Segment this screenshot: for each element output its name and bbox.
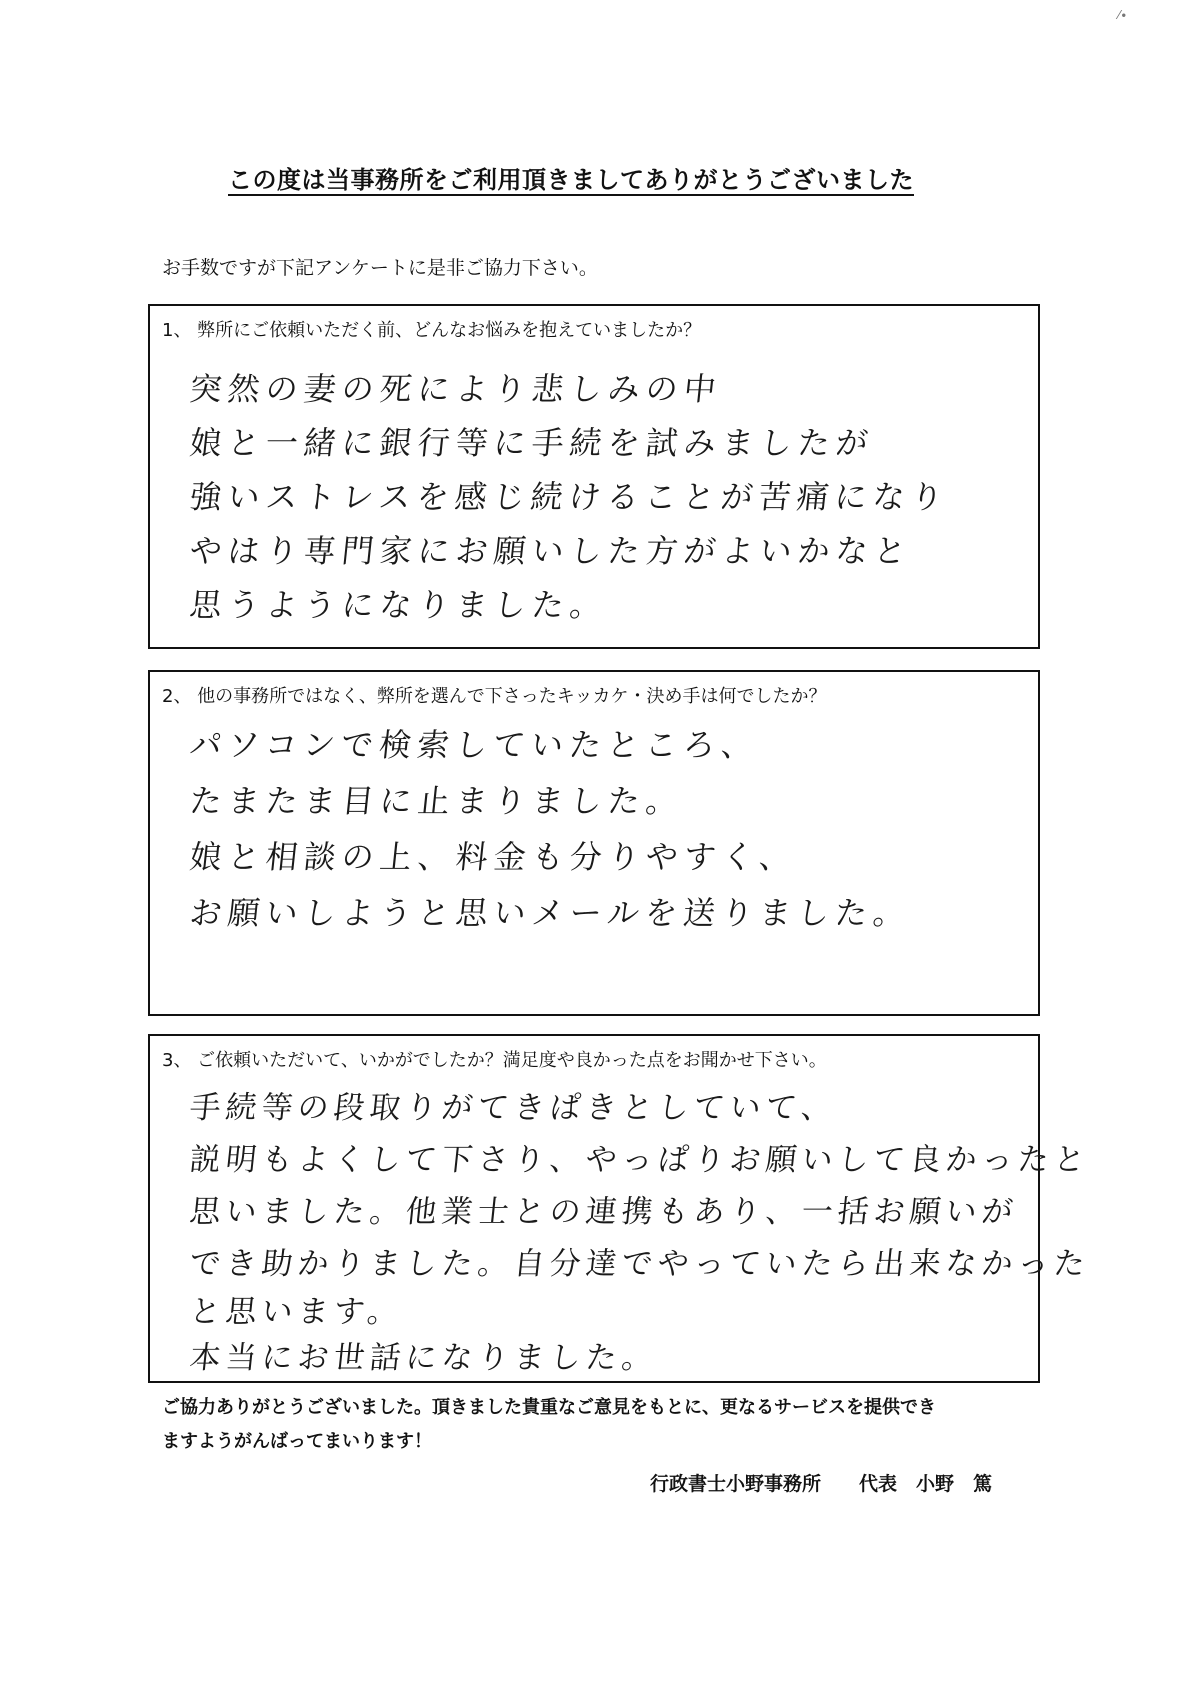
question-3-box xyxy=(148,1034,1092,1383)
question-3-answer-line: 説明もよくして下さり、やっぱりお願いして良かったと xyxy=(187,1142,1092,1178)
office-name: 行政書士小野事務所 xyxy=(650,1473,822,1495)
question-1-answer-line: 強いストレスを感じ続けることが苦痛になり xyxy=(187,478,951,516)
question-3-answer-line: 思いました。他業士との連携もあり、一括お願いが xyxy=(187,1194,1020,1230)
question-2-answer-line: たまたま目に止まりました。 xyxy=(187,782,686,820)
question-2-answer-line: パソコンで検索していたところ、 xyxy=(187,726,762,764)
question-1-answer-line: 思うようになりました。 xyxy=(187,586,610,624)
question-3-answer-line: と思います。 xyxy=(187,1294,406,1330)
question-2-answer-line: お願いしようと思いメールを送りました。 xyxy=(187,894,914,932)
question-2-answer-line: 娘と相談の上、料金も分りやすく、 xyxy=(187,838,800,876)
question-1-heading: 1、 弊所にご依頼いただく前、どんなお悩みを抱えていましたか？ xyxy=(162,320,702,341)
question-1-answer-line: 娘と一緒に銀行等に手続を試みましたが xyxy=(187,424,876,462)
page-title: この度は当事務所をご利用頂きましてありがとうございました xyxy=(228,166,914,194)
question-3-heading: 3、 ご依頼いただいて、いかがでしたか？満足度や良かった点をお聞かせ下さい。 xyxy=(162,1050,827,1071)
question-1-answer-line: やはり専門家にお願いした方がよいかなと xyxy=(187,532,914,570)
question-1-answer-line: 突然の妻の死により悲しみの中 xyxy=(187,370,724,408)
question-2-heading: 2、 他の事務所ではなく、弊所を選んで下さったキッカケ・決め手は何でしたか？ xyxy=(162,686,827,707)
question-3-answer-line: 本当にお世話になりました。 xyxy=(187,1340,660,1376)
representative-name: 代表 小野 篤 xyxy=(859,1473,993,1495)
signature xyxy=(650,1469,992,1496)
question-3-answer-line: でき助かりました。自分達でやっていたら出来なかった xyxy=(187,1246,1092,1282)
closing-message-line-2: ますようがんばってまいります！ xyxy=(162,1431,432,1452)
closing-message-line-1: ご協力ありがとうございました。頂きました貴重なご意見をもとに、更なるサービスを提供でき xyxy=(162,1397,936,1418)
question-1-box xyxy=(148,304,1040,649)
survey-intro: お手数ですが下記アンケートに是非ご協力下さい。 xyxy=(162,257,598,279)
scan-mark-icon: ⁄∙ xyxy=(1118,8,1128,22)
question-2-box xyxy=(148,670,1040,1016)
question-3-answer-line: 手続等の段取りがてきぱきとしていて、 xyxy=(187,1090,839,1126)
